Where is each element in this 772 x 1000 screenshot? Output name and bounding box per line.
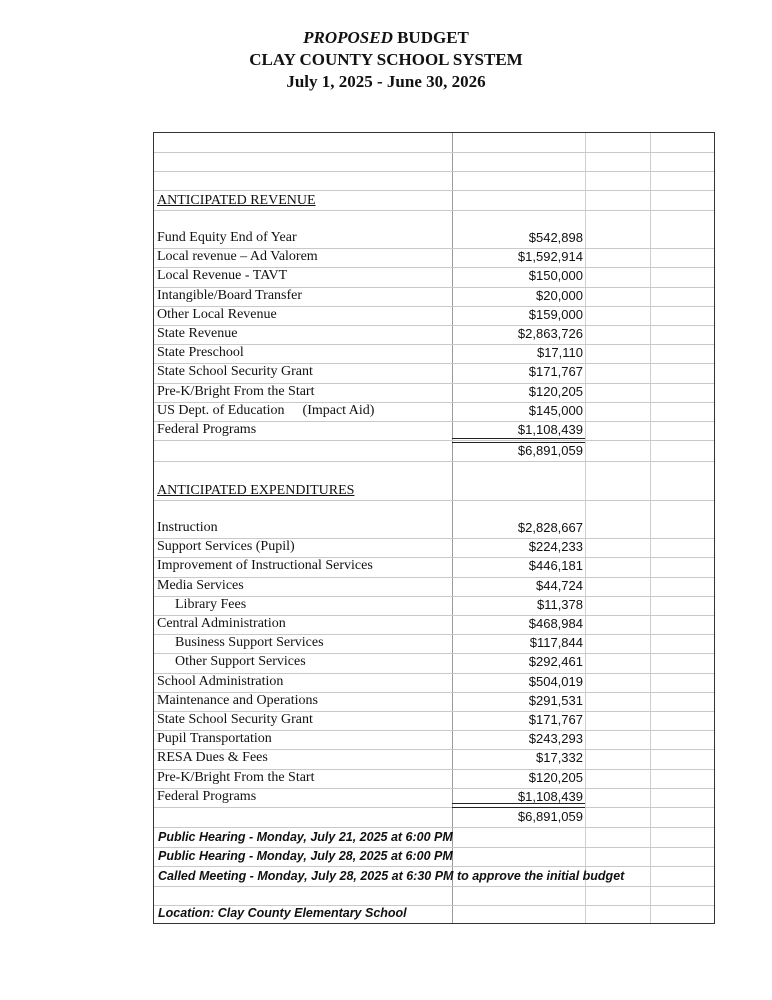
expenditures-row [154,538,714,557]
grid-row-line [154,190,714,191]
expenditures-label-text: Maintenance and Operations [157,692,318,708]
expenditures-label [157,693,318,709]
revenue-label-text: Local revenue – Ad Valorem [157,249,318,265]
expenditures-label [157,539,295,555]
revenue-amount: $17,110 [536,345,583,361]
revenue-total-row [154,442,714,461]
expenditures-label-text: RESA Dues & Fees [157,750,268,766]
revenue-amount: $171,767 [528,364,583,380]
expenditures-amount: $291,531 [528,692,583,708]
expenditures-row [154,749,714,768]
revenue-amount: $145,000 [528,402,583,418]
revenue-label [157,326,237,342]
revenue-row [154,363,714,382]
revenue-row [154,421,714,440]
expenditures-amount: $2,828,667 [517,520,583,535]
expenditures-row [154,596,714,615]
expenditures-label [157,731,272,747]
expenditures-label-text: Support Services (Pupil) [157,539,295,555]
expenditures-amount: $1,108,439 [517,788,583,804]
organization-name: CLAY COUNTY SCHOOL SYSTEM [249,50,523,69]
revenue-amount: $20,000 [536,287,583,303]
expenditures-heading: ANTICIPATED EXPENDITURES [157,483,355,498]
revenue-label [157,364,313,380]
expenditures-row [154,577,714,596]
expenditures-row [154,711,714,730]
public-hearing-2: Public Hearing - Monday, July 28, 2025 at 6:00 PM [158,849,453,863]
revenue-label [157,249,318,265]
revenue-amount: $120,205 [528,383,583,399]
expenditures-label-text: State School Security Grant [157,712,313,727]
revenue-amount: $1,592,914 [517,249,583,265]
revenue-row [154,325,714,344]
expenditures-label-text: Business Support Services [175,635,324,651]
revenue-label [157,230,297,246]
grid-row-line [154,461,714,462]
expenditures-label-text: Improvement of Instructional Services [157,558,373,574]
revenue-label-text: Intangible/Board Transfer [157,287,303,303]
expenditures-label [157,674,283,690]
proposed-word: PROPOSED [303,28,393,47]
revenue-amount: $2,863,726 [517,326,583,341]
called-meeting-note: Called Meeting - Monday, July 28, 2025 at 6:30 PM to approve the initial budget [158,869,625,883]
expenditures-amount: $446,181 [528,558,583,574]
revenue-label-text: Pre-K/Bright From the Start [157,383,315,399]
public-hearing-1: Public Hearing - Monday, July 21, 2025 at 6:00 PM [158,830,453,844]
revenue-label-text: Federal Programs [157,422,257,437]
grid-row-line [154,827,714,828]
expenditure-total-row [154,808,714,827]
expenditures-row [154,730,714,749]
expenditures-amount: $243,293 [528,731,583,747]
grid-row-line [154,152,714,153]
expenditures-label-text: Library Fees [175,596,247,612]
budget-period: July 1, 2025 - June 30, 2026 [286,72,486,91]
expenditures-row [154,673,714,692]
revenue-label [157,422,256,438]
expenditures-amount: $117,844 [529,635,583,651]
budget-title [0,28,772,48]
expenditures-amount: $120,205 [528,769,583,785]
expenditures-row [154,557,714,576]
revenue-row [154,306,714,325]
expenditures-label-text: Central Administration [157,616,286,631]
grid-row-line [154,171,714,172]
revenue-label [157,403,374,419]
grid-row-line [154,886,714,887]
expenditures-label-text: Media Services [157,577,244,593]
grid-row-line [154,500,714,501]
revenue-amount: $159,000 [528,306,583,322]
expenditures-label [157,558,373,574]
expenditures-label [157,578,244,594]
expenditures-label [157,750,268,766]
revenue-row [154,248,714,267]
expenditures-amount: $171,767 [528,712,583,727]
expenditures-row [154,788,714,807]
location-note: Location: Clay County Elementary School [158,906,407,920]
grid-row-line [154,866,714,867]
revenue-label-text: State School Security Grant [157,364,313,380]
expenditures-row [154,653,714,672]
expenditures-row [154,634,714,653]
expenditures-label [157,520,218,536]
expenditures-label [157,789,256,805]
budget-sheet [153,132,715,924]
revenue-row [154,229,714,248]
revenue-label-text: US Dept. of Education [157,402,285,418]
revenue-label-text: Local Revenue - TAVT [157,268,288,284]
expenditures-row [154,769,714,788]
expenditures-label [175,654,306,670]
expenditures-label-text: Federal Programs [157,788,257,804]
expenditures-amount: $292,461 [528,654,583,670]
expenditure-total: $6,891,059 [517,809,583,824]
revenue-label-text: Other Local Revenue [157,306,277,322]
revenue-label [157,288,302,304]
expenditures-amount: $468,984 [528,616,583,631]
revenue-amount: $150,000 [528,268,583,284]
revenue-heading: ANTICIPATED REVENUE [157,193,316,208]
expenditures-amount: $224,233 [528,539,583,555]
expenditures-amount: $504,019 [528,673,583,689]
revenue-row [154,267,714,286]
grid-row-line [154,847,714,848]
revenue-label [157,307,277,323]
expenditures-label-text: Instruction [157,520,218,535]
expenditures-label [157,616,286,632]
expenditures-row [154,615,714,634]
expenditures-label-text: Other Support Services [175,654,306,670]
revenue-label-text: State Revenue [157,326,238,341]
revenue-row [154,344,714,363]
revenue-amount: $1,108,439 [517,422,583,437]
expenditures-label-text: School Administration [157,673,284,689]
expenditures-amount: $11,378 [536,596,583,612]
revenue-label [157,268,287,284]
revenue-row [154,383,714,402]
budget-word: BUDGET [397,28,469,47]
revenue-amount: $542,898 [528,230,583,245]
expenditures-label [157,712,313,728]
revenue-label-text: State Preschool [157,345,244,361]
expenditures-label [175,635,324,651]
expenditures-row [154,692,714,711]
revenue-label-text: Fund Equity End of Year [157,230,297,245]
expenditures-label [175,597,246,613]
revenue-label [157,345,244,361]
expenditures-amount: $17,332 [536,750,583,766]
expenditures-label-text: Pupil Transportation [157,731,272,747]
expenditures-label-text: Pre-K/Bright From the Start [157,769,315,785]
expenditures-label [157,770,315,786]
grid-row-line [154,210,714,211]
revenue-row [154,402,714,421]
revenue-label-note: (Impact Aid) [302,402,375,418]
expenditures-amount: $44,724 [536,577,583,593]
revenue-label [157,384,315,400]
revenue-total: $6,891,059 [517,443,583,458]
revenue-row [154,287,714,306]
expenditures-row [154,519,714,538]
